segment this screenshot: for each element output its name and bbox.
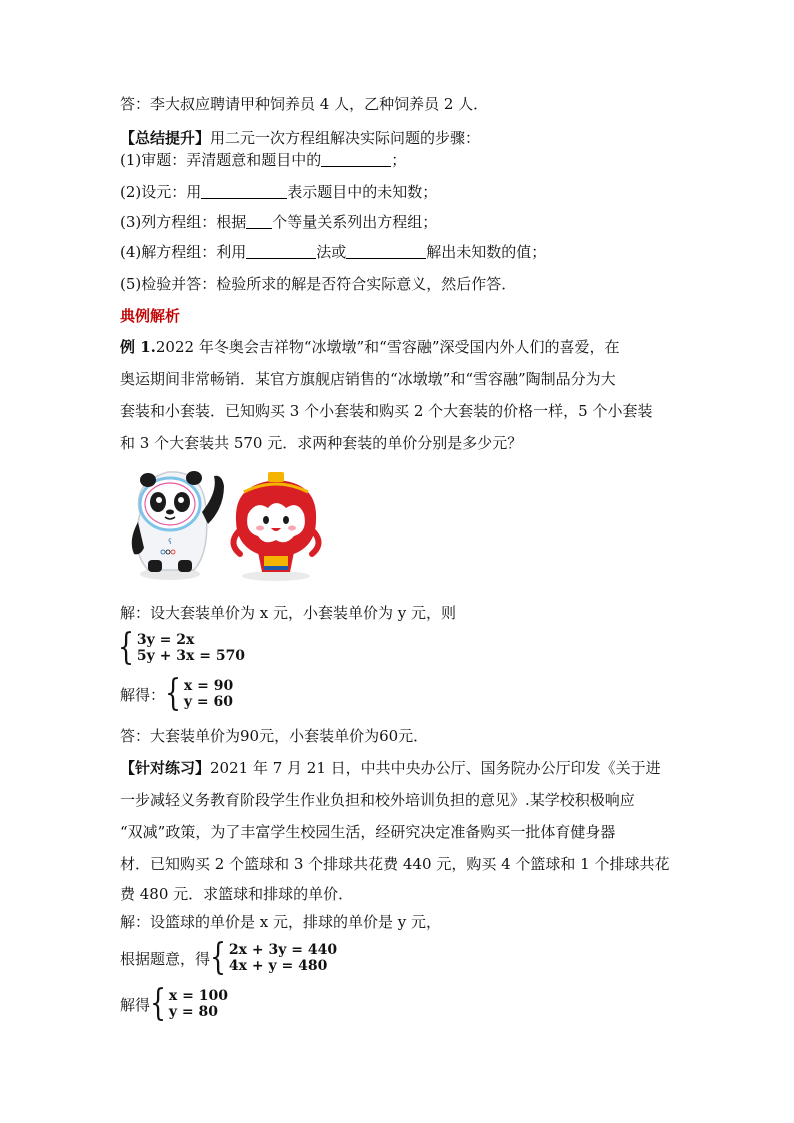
step-1-end: ； [391,151,407,169]
practice-result-system [120,983,228,1024]
step-3-end: 个等量关系列出方程组； [272,213,438,231]
equation-1: 2x + 3y = 440 [228,942,338,958]
example-1-answer: 答：大套装单价为90元，小套装单价为60元． [120,727,429,745]
step-2-end: 表示题目中的未知数； [287,183,438,201]
step-2-text: (2)设元：用 [120,183,202,201]
shuey-rhon-rhon-mascot [233,472,318,581]
equation-1: 3y = 2x [136,632,195,648]
step-5: (5)检验并答：检验所求的解是否符合实际意义，然后作答． [120,275,517,293]
result-y: y = 80 [168,1004,219,1020]
example-1-line-2: 奥运期间非常畅销．某官方旗舰店销售的“冰墩墩”和“雪容融”陶制品分为大 [120,370,616,388]
practice-line-1 [120,758,661,778]
summary-heading [120,128,480,148]
step-2 [120,182,437,202]
practice-line-2: 一步减轻义务教育阶段学生作业负担和校外培训负担的意见》.某学校积极响应 [120,791,635,809]
example-1-label: 例 1. [120,338,156,356]
mascot-illustration [118,462,334,584]
blank-4b[interactable] [346,242,426,259]
result-y: y = 60 [183,694,234,710]
practice-line-5: 费 480 元．求篮球和排球的单价． [120,885,354,903]
step-4 [120,242,546,262]
result-x: x = 100 [168,988,228,1004]
practice-line-3: “双减”政策，为了丰富学生校园生活，经研究决定准备购买一批体育健身器 [120,823,616,841]
practice-line-4: 材．已知购买 2 个篮球和 3 个排球共花费 440 元，购买 4 个篮球和 1 个排球共花 [120,855,670,873]
practice-equation-system [120,937,338,978]
step-4-text: (4)解方程组：利用 [120,243,247,261]
example-1-equation-system [118,627,246,668]
brace-icon: { [210,937,227,978]
practice-title: 【针对练习】 [120,759,211,777]
bing-dwen-dwen-mascot [132,471,224,580]
step-3 [120,212,437,232]
example-1-line-4: 和 3 个大套装共 570 元．求两种套装的单价分别是多少元？ [120,434,523,452]
brace-icon: { [165,673,182,714]
practice-text-1: 2021 年 7 月 21 日，中共中央办公厅、国务院办公厅印发《关于进 [210,759,661,777]
solved-label: 解得： [120,685,166,704]
solved-label: 解得 [120,995,151,1014]
example-1-text-1: 2022 年冬奥会吉祥物“冰墩墩”和“雪容融”深受国内外人们的喜爱，在 [155,338,620,356]
step-4-end: 解出未知数的值； [426,243,547,261]
example-1-solution-intro: 解：设大套装单价为 x 元，小套装单价为 y 元，则 [120,604,457,622]
step-4-mid: 法或 [316,243,347,261]
brace-icon: { [150,983,167,1024]
summary-title: 【总结提升】 [120,129,211,147]
blank-3[interactable] [246,212,272,229]
example-1-line-1 [120,337,620,357]
practice-solution-intro: 解：设篮球的单价是 x 元，排球的单价是 y 元， [120,913,442,931]
blank-1[interactable] [321,150,391,167]
equation-2: 4x + y = 480 [228,958,328,974]
section-title: 典例解析 [120,307,181,325]
summary-intro: 用二元一次方程组解决实际问题的步骤： [210,129,481,147]
setup-label: 根据题意，得 [120,949,211,968]
equation-2: 5y + 3x = 570 [136,648,246,664]
brace-icon: { [118,627,135,668]
step-1 [120,150,406,170]
result-x: x = 90 [183,678,234,694]
blank-4a[interactable] [246,242,316,259]
blank-2[interactable] [201,182,287,199]
svg-text:ʕ: ʕ [168,538,172,546]
example-1-result-system [120,673,234,714]
step-3-text: (3)列方程组：根据 [120,213,247,231]
step-1-text: (1)审题：弄清题意和题目中的 [120,151,322,169]
example-1-line-3: 套装和小套装．已知购买 3 个小套装和购买 2 个大套装的价格一样，5 个小套装 [120,402,653,420]
answer-line: 答：李大叔应聘请甲种饲养员 4 人，乙种饲养员 2 人． [120,95,489,113]
